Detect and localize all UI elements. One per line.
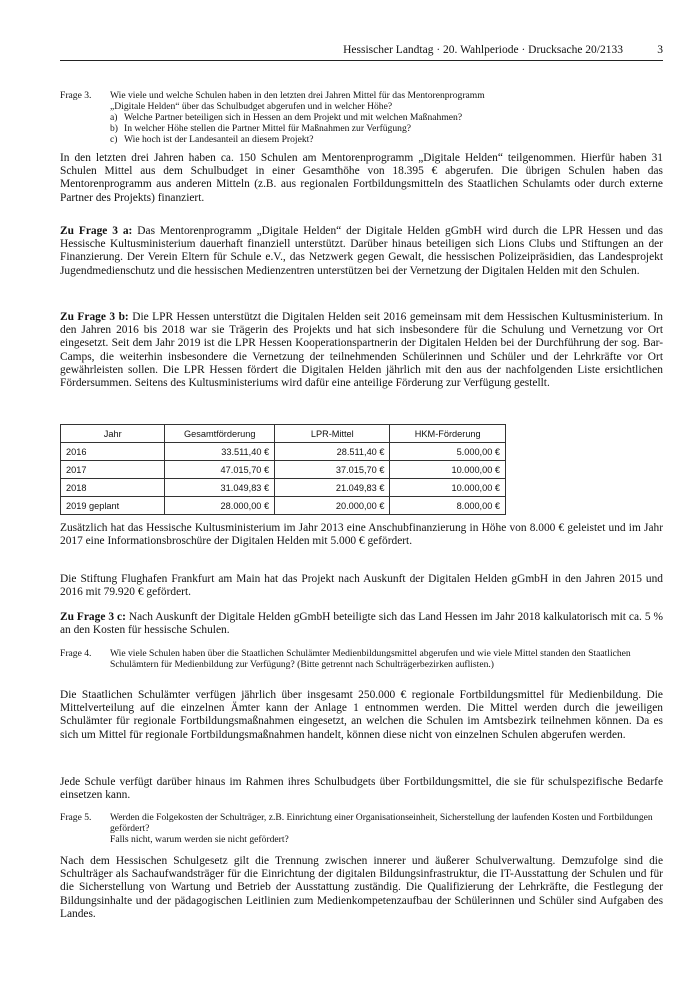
table-header-row	[61, 425, 506, 443]
answer-text: Das Mentorenprogramm „Digitale Helden“ der Digitale Helden gGmbH wird durch die LPR Hessen und das Hessische Kultusministerium dauerhaft finanziell unterstützt. Darüber hinaus beteiligen sich Lions Clubs und Stiftungen an der Finanzierung. Der Verein Eltern für Schule e.V., das Netzwerk gegen Gewalt, die hessischen Polizeipräsidien, das Landesprojekt Jugendmedienschutz und die hessischen Medienzentren unterstützen bei der Vernetzung der Digitalen Helden mit den Schulen.	[60, 225, 663, 277]
answer-3b-paragraph	[60, 311, 663, 390]
sub-question	[110, 134, 663, 145]
answer-text: Die LPR Hessen unterstützt die Digitalen Helden seit 2016 gemeinsam mit dem Hessischen Kultusministerium. In den Jahren 2016 bis 2018 war sie Trägerin des Projekts und hat sich insbesondere für die Schulung und Vernetzung vor Ort eingesetzt. Seit dem Jahr 2019 ist die LPR Hessen Kooperationspartnerin der Digitalen Helden bei der Durchführung der sog. Bar-Camps, die weiterhin insbesondere die Vernetzung der teilnehmenden Schülerinnen und Schüler und der Lehrkräfte vor Ort gewährleisten sollen. Die LPR Hessen fördert die Digitalen Helden jährlich mit den aus der nachfolgenden Liste ersichtlichen Fördersummen. Seitens des Kultusministeriums wird dafür eine anteilige Förderung zur Verfügung gestellt.	[60, 311, 663, 390]
column-header: HKM-Förderung	[390, 425, 506, 443]
table-cell: 2016	[61, 443, 165, 461]
question-text: „Digitale Helden“ über das Schulbudget abgerufen und in welcher Höhe?	[110, 101, 393, 112]
answer-3-paragraph: In den letzten drei Jahren haben ca. 150 Schulen am Mentorenprogramm „Digitale Helden“ teilgenommen. Hierfür haben 31 Schulen Mittel aus dem Schulbudget in einer Gesamthöhe von 18.395 € abgerufen. Die übrigen Schulen haben das Mentorenprogramm aus anderen Mitteln (z.B. aus regionalen Fortbildungsmitteln des Staatlichen Schulamts oder durch externe Partner des Projekts) finanziert.	[60, 152, 663, 204]
sub-question-text: In welcher Höhe stellen die Partner Mittel für Maßnahmen zur Verfügung?	[124, 123, 412, 134]
sub-question-key: b)	[110, 123, 118, 134]
table-cell: 31.049,83 €	[165, 479, 275, 497]
page-header	[60, 44, 663, 61]
column-header: Gesamtförderung	[165, 425, 275, 443]
question-label: Frage 3.	[60, 90, 92, 101]
sub-question-key: a)	[110, 112, 118, 123]
table-cell: 47.015,70 €	[165, 461, 275, 479]
answer-lead: Zu Frage 3 a:	[60, 225, 133, 237]
table-cell: 33.511,40 €	[165, 443, 275, 461]
table-cell: 10.000,00 €	[390, 479, 506, 497]
table-row	[61, 443, 506, 461]
sub-question-text: Welche Partner beteiligen sich in Hessen an dem Projekt und mit welchen Maßnahmen?	[124, 112, 463, 123]
table-cell: 2018	[61, 479, 165, 497]
table-cell: 28.000,00 €	[165, 497, 275, 515]
table-cell: 20.000,00 €	[275, 497, 390, 515]
answer-lead: Zu Frage 3 c:	[60, 611, 126, 623]
table-cell: 28.511,40 €	[275, 443, 390, 461]
table-cell: 10.000,00 €	[390, 461, 506, 479]
answer-4-paragraph-2: Jede Schule verfügt darüber hinaus im Rahmen ihres Schulbudgets über Fortbildungsmittel, die sie für schulspezifische Bedarfe einsetzen kann.	[60, 776, 663, 802]
table-row	[61, 479, 506, 497]
answer-4-paragraph: Die Staatlichen Schulämter verfügen jährlich über insgesamt 250.000 € regionale Fortbildungsmittel für Medienbildung. Die Mittelverteilung auf die einzelnen Ämter kann der Anlage 1 entnommen werden. Die Mittel werden durch die jeweiligen Schulämter für regionale Fortbildungsmaßnahmen eingesetzt, an welchen die Schulen im Amtsbezirk teilnehmen können. Da es sich um Mittel für regionale Fortbildungsmaßnahmen handelt, können diese nicht von einzelnen Schulen abgerufen werden.	[60, 689, 663, 741]
table-row	[61, 497, 506, 515]
question-label: Frage 4.	[60, 648, 92, 659]
header-title: Hessischer Landtag · 20. Wahlperiode · Drucksache 20/2133	[343, 44, 623, 56]
question-4	[60, 648, 663, 670]
hkm-paragraph: Zusätzlich hat das Hessische Kultusministerium im Jahr 2013 eine Anschubfinanzierung in Höhe von 8.000 € geleistet und im Jahr 2017 eine Informationsbroschüre der Digitalen Helden mit 5.000 € gefördert.	[60, 522, 663, 548]
sub-question-text: Wie hoch ist der Landesanteil an diesem Projekt?	[124, 134, 314, 145]
sub-question-key: c)	[110, 134, 118, 145]
question-label: Frage 5.	[60, 812, 92, 823]
table-cell: 5.000,00 €	[390, 443, 506, 461]
column-header: Jahr	[61, 425, 165, 443]
question-text: Wie viele Schulen haben über die Staatlichen Schulämter Medienbildungsmittel abgerufen und wie viele Mittel standen den Staatlichen Schulämtern für Medienbildung zur Verfügung? (Bitte getrennt nach Schulträgerbezirken auflisten.)	[110, 648, 631, 670]
question-text: Werden die Folgekosten der Schulträger, z.B. Einrichtung einer Organisationseinheit, Sicherstellung der laufenden Kosten und Fortbildungen gefördert?	[110, 812, 653, 834]
stiftung-paragraph: Die Stiftung Flughafen Frankfurt am Main hat das Projekt nach Auskunft der Digitalen Helden gGmbH in den Jahren 2015 und 2016 mit 79.920 € gefördert.	[60, 573, 663, 599]
table-cell: 2019 geplant	[61, 497, 165, 515]
question-5	[60, 812, 663, 845]
answer-5-paragraph: Nach dem Hessischen Schulgesetz gilt die Trennung zwischen innerer und äußerer Schulverwaltung. Demzufolge sind die Schulträger als Sachaufwandsträger für die Einrichtung der digitalen Bildungsinfrastruktur, die IT-Ausstattung der Schulen und für die Sicherstellung von Wartung und Betrieb der Ausstattung zuständig. Die Qualifizierung der Lehrkräfte, die Festlegung der Bildungsinhalte und der pädagogischen Leitlinien zum Medienkompetenzaufbau der Schülerinnen und Schüler sind Aufgaben des Landes.	[60, 855, 663, 920]
sub-question	[110, 112, 663, 123]
table-cell: 2017	[61, 461, 165, 479]
table-row	[61, 461, 506, 479]
table-cell: 37.015,70 €	[275, 461, 390, 479]
answer-3a-paragraph	[60, 225, 663, 278]
table-cell: 21.049,83 €	[275, 479, 390, 497]
column-header: LPR-Mittel	[275, 425, 390, 443]
page-number: 3	[657, 44, 663, 56]
table-cell: 8.000,00 €	[390, 497, 506, 515]
sub-question	[110, 123, 663, 134]
question-text: Falls nicht, warum werden sie nicht gefördert?	[110, 834, 289, 845]
answer-text: Nach Auskunft der Digitale Helden gGmbH beteiligte sich das Land Hessen im Jahr 2018 kalkulatorisch mit ca. 5 % an den Kosten für hessische Schulen.	[60, 611, 663, 637]
answer-3c-paragraph	[60, 611, 663, 637]
question-3	[60, 90, 663, 145]
funding-table	[60, 424, 506, 515]
answer-lead: Zu Frage 3 b:	[60, 311, 129, 323]
question-text: Wie viele und welche Schulen haben in den letzten drei Jahren Mittel für das Mentorenprogramm	[110, 90, 485, 101]
